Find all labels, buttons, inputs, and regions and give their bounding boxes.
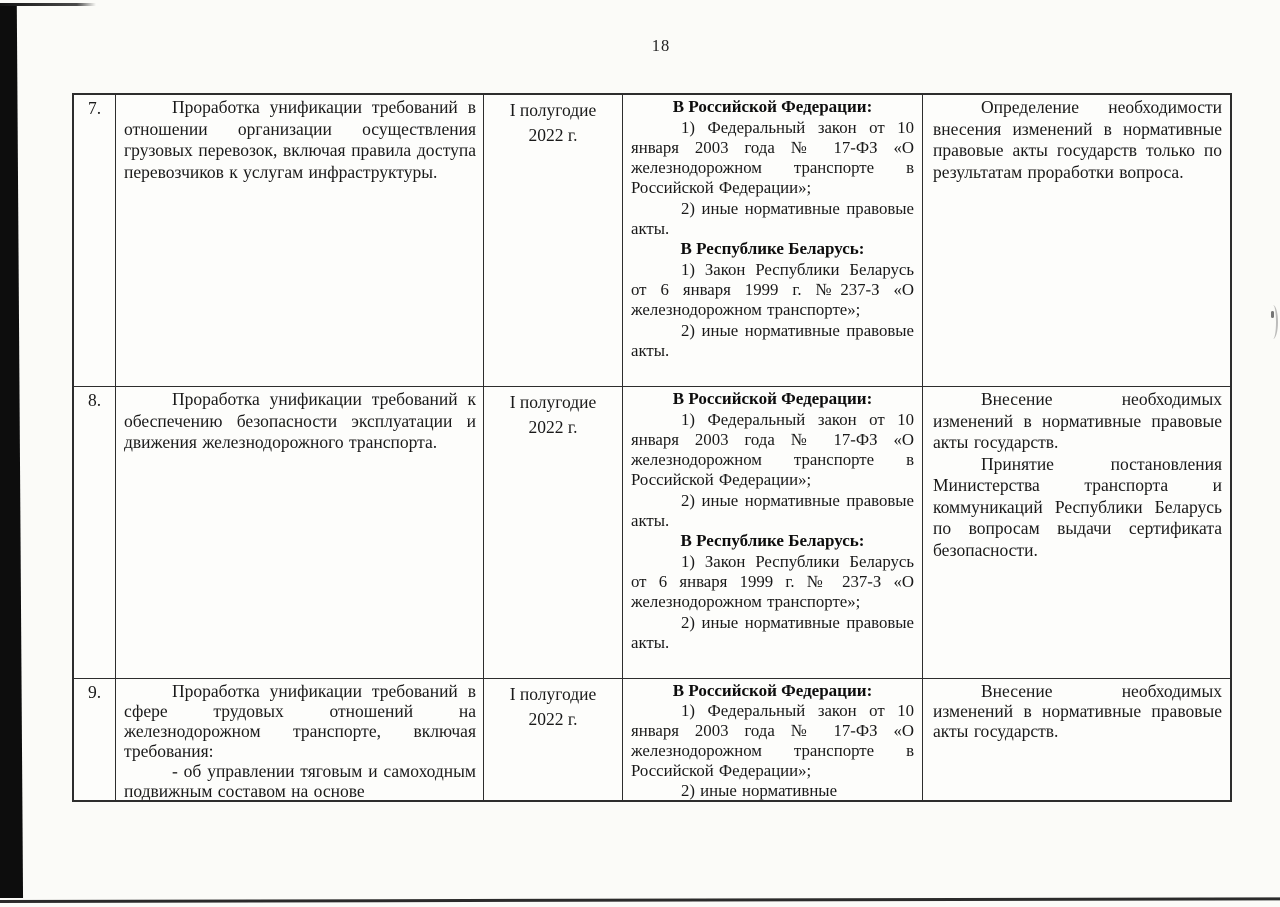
task-cell bbox=[116, 387, 484, 679]
legal-item: 1) Закон Республики Беларусь от 6 января 1999 г. №237-З «О железнодорожном транспорте»; bbox=[631, 259, 914, 320]
task-paragraph: Проработка унификации требований в сфере трудовых отношений на железнодорожном транспорте, включая требования: bbox=[124, 681, 476, 761]
result-paragraph: Определение необходимости внесения изменений в нормативные правовые акты государств только по результатам проработки вопроса. bbox=[933, 97, 1222, 182]
legal-item: 1) Федеральный закон от 10 января 2003 года № 17-ФЗ «О железнодорожном транспорте в Российской Федерации»; bbox=[631, 409, 914, 490]
task-cell bbox=[116, 95, 484, 387]
row-number-cell: 7. bbox=[74, 95, 116, 387]
scan-edge-top-line bbox=[0, 3, 96, 6]
task-cell bbox=[116, 679, 484, 800]
page-number: 18 bbox=[651, 36, 671, 55]
legal-rb-header: В Республике Беларусь: bbox=[680, 531, 865, 551]
result-paragraph: Внесение необходимых изменений в нормативные правовые акты государств. bbox=[933, 681, 1222, 741]
scan-speck bbox=[1271, 311, 1274, 318]
legal-item: 2) иные нормативные правовые акты. bbox=[631, 612, 914, 652]
legal-rf-header: В Российской Федерации: bbox=[672, 389, 873, 408]
period-cell: I полугодие 2022 г. bbox=[484, 387, 623, 679]
result-cell bbox=[923, 679, 1230, 800]
scan-edge-bar bbox=[0, 6, 24, 898]
result-cell bbox=[923, 95, 1230, 387]
task-paragraph: Проработка унификации требований к обеспечению безопасности эксплуатации и движения железнодорожного транспорта. bbox=[124, 389, 476, 452]
legal-rf-header: В Российской Федерации: bbox=[672, 681, 873, 700]
legal-item: 1) Федеральный закон от 10 января 2003 года № 17-ФЗ «О железнодорожном транспорте в Российской Федерации»; bbox=[631, 117, 914, 198]
legal-item: 2) иные нормативные правовые акты. bbox=[631, 490, 914, 530]
legal-item: 2) иные нормативные правовые акты. bbox=[631, 320, 914, 360]
legal-rf-header: В Российской Федерации: bbox=[672, 97, 873, 116]
row-number-cell: 9. bbox=[74, 679, 116, 800]
legal-basis-cell bbox=[623, 95, 923, 387]
legal-item: 2) иные нормативные bbox=[681, 781, 838, 800]
result-cell bbox=[923, 387, 1230, 679]
task-paragraph: - об управлении тяговым и самоходным подвижным составом на основе bbox=[124, 761, 476, 800]
task-paragraph: Проработка унификации требований в отношении организации осуществления грузовых перевозок, включая правила доступа перевозчиков к услугам инфраструктуры. bbox=[124, 97, 476, 182]
period-cell: I полугодие 2022 г. bbox=[484, 679, 623, 800]
legal-item: 2) иные нормативные правовые акты. bbox=[631, 198, 914, 238]
work-plan-table bbox=[72, 93, 1232, 802]
legal-item: 1) Федеральный закон от 10 января 2003 года № 17-ФЗ «О железнодорожном транспорте в Российской Федерации»; bbox=[631, 701, 914, 780]
row-number-cell: 8. bbox=[74, 387, 116, 679]
period-cell: I полугодие 2022 г. bbox=[484, 95, 623, 387]
legal-item: 1) Закон Республики Беларусь от 6 января 1999 г. № 237-З «О железнодорожном транспорте»; bbox=[631, 551, 914, 612]
legal-rb-header: В Республике Беларусь: bbox=[680, 239, 865, 259]
result-paragraph: Внесение необходимых изменений в нормативные правовые акты государств. bbox=[933, 389, 1222, 452]
page-bottom-edge-line bbox=[0, 897, 1280, 903]
legal-basis-cell bbox=[623, 679, 923, 800]
result-paragraph: Принятие постановления Министерства транспорта и коммуникаций Республики Беларусь по вопросам выдачи сертификата безопасности. bbox=[933, 453, 1222, 560]
legal-basis-cell bbox=[623, 387, 923, 679]
